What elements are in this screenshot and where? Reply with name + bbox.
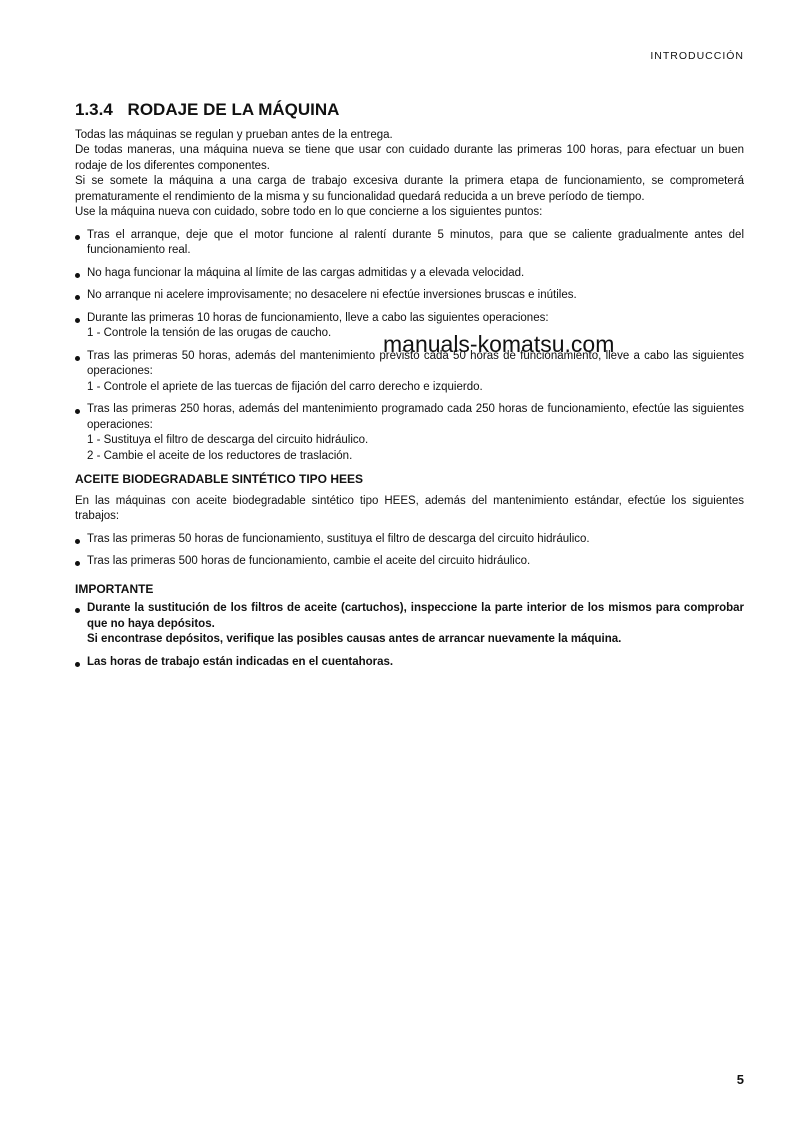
section-heading — [75, 102, 744, 118]
section-title: RODAJE DE LA MÁQUINA — [127, 100, 340, 119]
list-item: Durante la sustitución de los filtros de aceite (cartuchos), inspeccione la parte interior de los mismos para comprobar que no haya depósitos. Si encontrase depósitos, verifique las posibles causas antes de arrancar nuevamente la máquina. — [75, 601, 744, 648]
hees-intro: En las máquinas con aceite biodegradable sintético tipo HEES, además del mantenimiento estándar, efectúe los siguientes trabajos: — [75, 494, 744, 522]
paragraph: Todas las máquinas se regulan y prueban antes de la entrega. — [75, 128, 393, 141]
sub-step: 1 - Controle la tensión de las orugas de caucho. — [87, 327, 332, 339]
sub-step: 1 - Controle el apriete de las tuercas de fijación del carro derecho e izquierdo. — [87, 380, 483, 393]
hees-heading: ACEITE BIODEGRADABLE SINTÉTICO TIPO HEES — [75, 472, 364, 486]
list-item: No haga funcionar la máquina al límite de las cargas admitidas y a elevada velocidad. — [75, 266, 744, 282]
sub-step: 1 - Sustituya el filtro de descarga del circuito hidráulico. — [87, 434, 369, 446]
list-item: Las horas de trabajo están indicadas en el cuentahoras. — [75, 655, 744, 671]
important-list — [75, 601, 744, 670]
paragraph: De todas maneras, una máquina nueva se tiene que usar con cuidado durante las primeras 100 horas, para efectuar un buen rodaje de los diferentes componentes. — [75, 144, 744, 172]
sub-step: 2 - Cambie el aceite de los reductores de traslación. — [87, 449, 353, 462]
hees-list — [75, 532, 744, 570]
paragraph: Use la máquina nueva con cuidado, sobre todo en lo que concierne a los siguientes puntos: — [75, 206, 543, 218]
document-body — [75, 102, 744, 670]
watermark: manuals-komatsu.com — [383, 331, 615, 357]
section-number: 1.3.4 — [75, 100, 113, 119]
list-item: Tras las primeras 50 horas de funcionamiento, sustituya el filtro de descarga del circuito hidráulico. — [75, 532, 744, 548]
page-number: 5 — [736, 1072, 744, 1087]
running-head: INTRODUCCIÓN — [650, 50, 744, 62]
list-item: No arranque ni acelere improvisamente; no desacelere ni efectúe inversiones bruscas e inútiles. — [75, 288, 744, 304]
list-item: Durante las primeras 10 horas de funcionamiento, lleve a cabo las siguientes operaciones: 1 - Controle la tensión de las orugas de caucho. — [75, 311, 744, 342]
important-heading: IMPORTANTE — [75, 581, 154, 596]
list-item: Tras el arranque, deje que el motor funcione al ralentí durante 5 minutos, para que se caliente gradualmente antes del funcionamiento real. — [75, 228, 744, 259]
list-item: Tras las primeras 50 horas, además del mantenimiento previsto cada 50 horas de funcionamiento, lleve a cabo las siguientes operaciones: 1 - Controle el apriete de las tuercas de fijación del carro derecho e izquierdo. — [75, 349, 744, 396]
list-item: Tras las primeras 250 horas, además del mantenimiento programado cada 250 horas de funcionamiento, efectúe las siguientes operaciones: 1 - Sustituya el filtro de descarga del circuito hidráulico. 2 - Cambie el aceite de los reductores de traslación. — [75, 402, 744, 464]
paragraph: Si se somete la máquina a una carga de trabajo excesiva durante la primera etapa de funcionamiento, se comprometerá prematuramente el rendimiento de la misma y su funcionalidad quedará reducida a un breve período de tiempo. — [75, 175, 744, 203]
list-item: Tras las primeras 500 horas de funcionamiento, cambie el aceite del circuito hidráulico. — [75, 554, 744, 570]
